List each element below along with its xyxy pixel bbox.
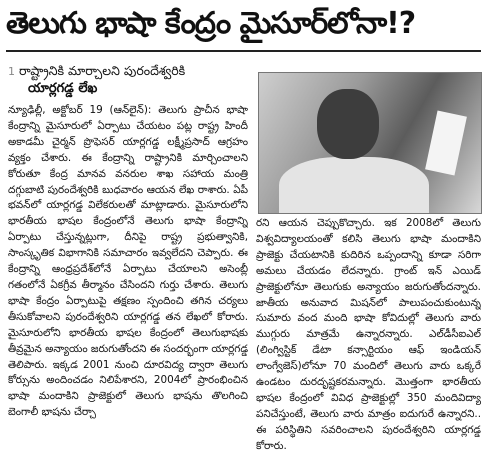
article-column-2 [256,216,481,466]
article-column-1 [8,103,248,463]
papers-icon [425,111,467,176]
news-photo [258,72,482,214]
article-text-1: న్యూఢిల్లీ, అక్టోబర్ 19 (ఆన్‌లైన్): తెలుగు ప్రాచీన భాషా కేంద్రాన్ని మైసూరులో ఏర్పాటు చేయటం పట్ల రాష్ట్ర హిందీ అకాడమీ చైర్మన్ ప్రొఫెసర్ యార్లగడ్డ లక్ష్మీప్రసాద్ ఆగ్రహం వ్యక్తం చేశారు. ఈ కేంద్రాన్ని రాష్ట్రానికి మార్చించాలని కోరుతూ కేంద్ర మానవ వనరుల శాఖ సహాయ మంత్రి దగ్గుబాటి పురందేశ్వరికి బుధవారం ఆయన లేఖ రాశారు. ఏపీ భవన్‌లో యార్లగడ్డ విలేకరులతో మాట్లాడారు. మైసూరులోని భారతీయ భాషల కేంద్రంలోనే తెలుగు భాషా కేంద్రాన్ని ఏర్పాటు చేస్తున్నట్లుగా, దీనిపై రాష్ట్ర ప్రభుత్వానికి, సాంస్కృతిక విభాగానికి సమాచారం ఇవ్వలేదని చెప్పారు. ఈ కేంద్రాన్ని ఆంధ్రప్రదేశ్‌లోనే ఏర్పాటు చేయాలని అసెంబ్లీ గతంలోనే ఏకగ్రీవ తీర్మానం చేసిందని గుర్తు చేశారు. తెలుగు భాషా కేంద్రం ఏర్పాటుపై తక్షణం స్పందించి తగిన చర్యలు తీసుకోవాలని పురందేశ్వరిని యార్లగడ్డ తన లేఖలో కోరారు. మైసూరులోని భారతీయ భాషల కేంద్రంలో తెలుగుభాషకు తీవ్రమైన అన్యాయం జరుగుతోందని ఈ సందర్భంగా యార్లగడ్డ తెలిపారు. ఇక్కడ 2001 నుంచి దూరవిద్య ద్వారా తెలుగు కోర్సును అందించడం నిలిపేశారని, 2004లో ప్రారంభించిన భాషా మందాకిని ప్రాజెక్టులో తెలుగు భాషను తొలగించి బెంగాలీ భాషను చేర్చా [8,104,248,419]
article-text-2: రని ఆయన చెప్పుకొచ్చారు. ఇక 2008లో తెలుగు విశ్వవిద్యాలయంతో కలిసి తెలుగు భాషా మందాకిని ప్రాజెక్టు చేయటానికి కుదిరిన ఒప్పందాన్ని కూడా సరిగా అమలు చేయడం లేదన్నారు. గ్రాంట్ ఇన్ ఎయిడ్ ప్రాజెక్టులోనూ తెలుగుకు అన్యాయం జరుగుతోందన్నారు. జాతీయ అనువాద మిషన్‌లో పాలుపంచుకుంటున్న సుమారు వంద మంది భాషా కోవిదుల్లో తెలుగు వారు ముగ్గురు మాత్రమే ఉన్నారన్నారు. ఎల్‌డీసీఐఎల్ (లింగ్విస్టిక్ డేటా కన్సార్టియం ఆఫ్ ఇండియన్ లాంగ్వేజెస్)లోనూ 70 మందిలో తెలుగు వారు ఒక్కరే ఉండటం దురదృష్టకరమన్నారు. మొత్తంగా భారతీయ భాషల కేంద్రంలో వివిధ ప్రాజెక్టుల్లో 350 మందివిద్యా పనిచేస్తుంటే, తెలుగు వారు మాత్రం ఐదుగురే ఉన్నారని.. ఈ పరిస్థితిని సవరించాలని పురందేశ్వరిని యార్లగడ్డ కోరారు. [256,217,481,452]
subheading-line1: రాష్ట్రానికి మార్చాలని పురందేశ్వరికి [19,63,186,78]
subheading-number: 1 [8,65,15,78]
photo-person-body [279,157,429,214]
subheading-line2: యార్లగడ్డ లేఖ [28,81,98,96]
headline [6,4,481,52]
subheading [8,62,253,97]
headline-text: తెలుగు భాషా కేంద్రం మైసూర్‌లోనా!? [6,6,416,41]
photo-person-head [317,89,379,159]
